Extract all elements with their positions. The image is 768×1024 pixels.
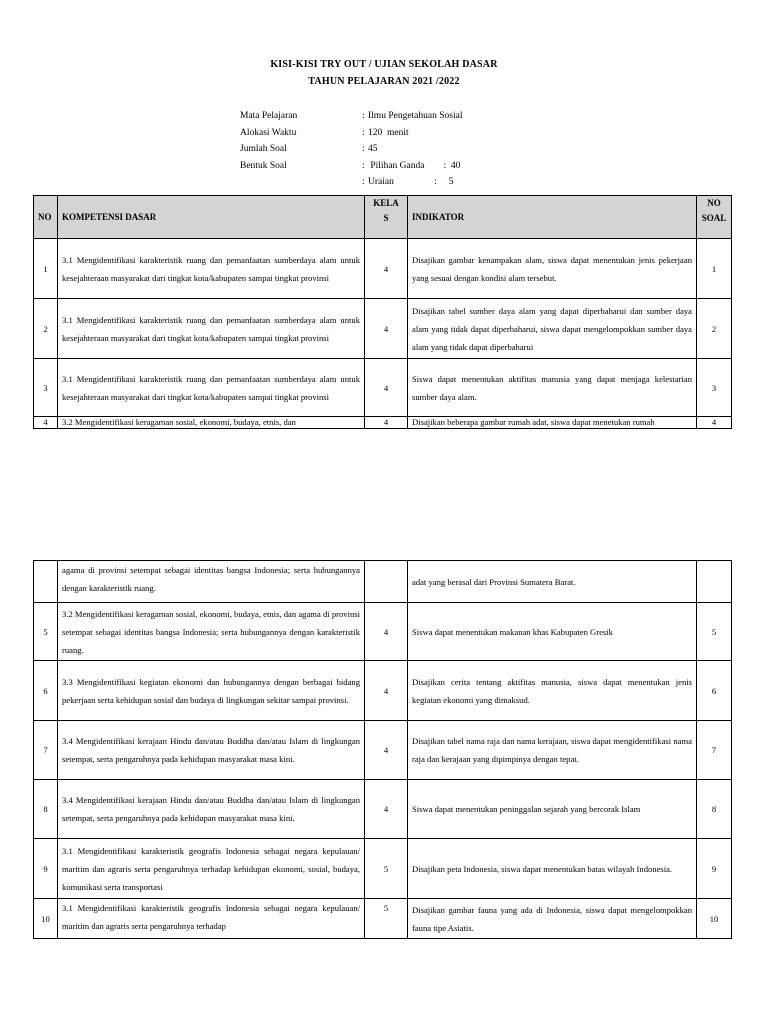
row-no: 10 [34, 899, 58, 939]
row-no: 5 [34, 603, 58, 661]
header-kd: KOMPETENSI DASAR [58, 196, 365, 239]
row-indikator: Siswa dapat menentukan peninggalan sejarah yang bercorak Islam [408, 780, 697, 839]
row-no-soal: 8 [697, 780, 732, 839]
row-kelas: 4 [365, 780, 408, 839]
table-row [34, 359, 732, 417]
table-row [34, 839, 732, 899]
row-kelas [365, 561, 408, 603]
row-indikator: Siswa dapat menentukan makanan khas Kabupaten Gresik [408, 603, 697, 661]
row-kelas: 4 [365, 359, 408, 417]
row-kompetensi-dasar: 3.3 Mengidentifikasi kegiatan ekonomi dan hubungannya dengan berbagai bidang pekerjaan serta kehidupan sosial dan budaya di lingkungan sekitar sampai provinsi. [58, 661, 365, 721]
row-no: 3 [34, 359, 58, 417]
row-indikator: Disajikan peta Indonesia, siswa dapat menentukan batas wilayah Indonesia. [408, 839, 697, 899]
row-kelas: 4 [365, 661, 408, 721]
header-no-soal: NO SOAL [697, 196, 732, 239]
header-no: NO [34, 196, 58, 239]
row-indikator: Disajikan beberapa gambar rumah adat, siswa dapat menetukan rumah [408, 417, 697, 429]
table-row [34, 721, 732, 780]
row-no: 2 [34, 299, 58, 359]
header-indikator: INDIKATOR [408, 196, 697, 239]
table-row [34, 603, 732, 661]
row-kompetensi-dasar: 3.2 Mengidentifikasi keragaman sosial, ekonomi, budaya, etnis, dan [58, 417, 365, 429]
row-no-soal: 4 [697, 417, 732, 429]
row-indikator: Disajikan tabel sumber daya alam yang dapat diperbaharui dan sumber daya alam yang tidak dapat diperbaharui, siswa dapat mengelompokkan sumber daya alam yang tidak dapat diperbaharui [408, 299, 697, 359]
table-row [34, 899, 732, 939]
row-kompetensi-dasar: agama di provinsi setempat sebagai identitas bangsa Indonesia; serta hubungannya dengan karakteristik ruang. [58, 561, 365, 603]
table-header-row [34, 196, 732, 239]
row-kompetensi-dasar: 3.1 Mengidentifikasi karakteristik geografis Indonesia sebagai negara kepulauan/ maritim dan agraris serta pengaruhnya terhadap kehidupan ekonomi, sosial, budaya, komunikasi serta transportasi [58, 839, 365, 899]
row-no: 1 [34, 239, 58, 299]
kisi-table-page1 [33, 195, 732, 429]
mapel-value: Ilmu Pengetahuan Sosial [368, 111, 463, 121]
row-no-soal: 9 [697, 839, 732, 899]
document-subtitle: TAHUN PELAJARAN 2021 /2022 [308, 76, 460, 87]
row-no: 8 [34, 780, 58, 839]
row-indikator: Siswa dapat menentukan aktifitas manusia yang dapat menjaga kelestarian sumber daya alam. [408, 359, 697, 417]
row-kelas: 5 [365, 839, 408, 899]
row-indikator: Disajikan gambar fauna yang ada di Indonesia, siswa dapat mengelompokkan fauna tipe Asiatis. [408, 899, 697, 939]
bentuk-label: Bentuk Soal [240, 160, 287, 171]
row-no: 9 [34, 839, 58, 899]
row-kompetensi-dasar: 3.4 Mengidentifikasi kerajaan Hindu dan/atau Buddha dan/atau Islam di lingkungan setempat, serta pengaruhnya pada kehidupan masyarakat masa kini. [58, 721, 365, 780]
row-no-soal: 3 [697, 359, 732, 417]
meta-row-jumlah: Jumlah Soal : 45 [240, 141, 462, 158]
row-no-soal [697, 561, 732, 603]
meta-block [240, 108, 462, 191]
row-kompetensi-dasar: 3.1 Mengidentifikasi karakteristik ruang dan pemanfaatan sumberdaya alam untuk kesejahteraan masyarakat dari tingkat kota/kabupaten sampai tingkat provinsi [58, 299, 365, 359]
row-no-soal: 2 [697, 299, 732, 359]
uraian-value: Uraian : 5 [368, 177, 454, 187]
row-kelas: 4 [365, 721, 408, 780]
row-no-soal: 1 [697, 239, 732, 299]
row-no: 6 [34, 661, 58, 721]
row-no: 7 [34, 721, 58, 780]
meta-row-mapel: Mata Pelajaran : Ilmu Pengetahuan Sosial [240, 108, 462, 125]
meta-row-bentuk: Bentuk Soal : Pilihan Ganda : 40 [240, 158, 462, 175]
row-no-soal: 5 [697, 603, 732, 661]
table-row [34, 661, 732, 721]
row-kelas: 4 [365, 603, 408, 661]
row-no-soal: 6 [697, 661, 732, 721]
row-no-soal: 7 [697, 721, 732, 780]
row-no [34, 561, 58, 603]
row-kelas: 5 [365, 899, 408, 939]
meta-row-uraian: : Uraian : 5 [240, 174, 462, 191]
header-kelas: KELA S [365, 196, 408, 239]
table-row [34, 239, 732, 299]
table-row [34, 561, 732, 603]
row-kelas: 4 [365, 299, 408, 359]
row-indikator: Disajikan cerita tentang aktifitas manusia, siswa dapat menentukan jenis kegiatan ekonomi yang dimaksud. [408, 661, 697, 721]
kisi-table-page2 [33, 560, 732, 939]
bentuk-value: Pilihan Ganda : 40 [368, 160, 461, 171]
row-indikator: Disajikan gambar kenampakan alam, siswa dapat menentukan jenis pekerjaan yang sesuai dengan kondisi alam tersebut. [408, 239, 697, 299]
jumlah-label: Jumlah Soal [240, 144, 287, 154]
row-kompetensi-dasar: 3.4 Mengidentifikasi kerajaan Hindu dan/atau Buddha dan/atau Islam di lingkungan setempat, serta pengaruhnya pada kehidupan masyarakat masa kini. [58, 780, 365, 839]
row-kompetensi-dasar: 3.1 Mengidentifikasi karakteristik ruang dan pemanfaatan sumberdaya alam untuk kesejahteraan masyarakat dari tingkat kota/kabupaten sampai tingkat provinsi [58, 359, 365, 417]
row-indikator: Disajikan tabel nama raja dan nama kerajaan, siswa dapat mengidentifikasi nama raja dan kerajaan yang dipimpinya dengan tepat. [408, 721, 697, 780]
row-indikator: adat yang berasal dari Provinsi Sumatera Barat. [408, 561, 697, 603]
table-row [34, 299, 732, 359]
row-kompetensi-dasar: 3.1 Mengidentifikasi karakteristik ruang dan pemanfaatan sumberdaya alam untuk kesejahteraan masyarakat dari tingkat kota/kabupaten sampai tingkat provinsi [58, 239, 365, 299]
row-kompetensi-dasar: 3.2 Mengidentifikasi keragaman sosial, ekonomi, budaya, etnis, dan agama di provinsi setempat sebagai identitas bangsa Indonesia; serta hubungannya dengan karakteristik ruang. [58, 603, 365, 661]
waktu-value: 120 menit [368, 127, 409, 138]
row-no-soal: 10 [697, 899, 732, 939]
row-kelas: 4 [365, 239, 408, 299]
waktu-label: Alokasi Waktu [240, 127, 297, 138]
table-row [34, 780, 732, 839]
row-kelas: 4 [365, 417, 408, 429]
jumlah-value: 45 [368, 144, 378, 154]
row-no: 4 [34, 417, 58, 429]
document-title: KISI-KISI TRY OUT / UJIAN SEKOLAH DASAR [270, 59, 498, 70]
table-row [34, 417, 732, 429]
mapel-label: Mata Pelajaran [240, 111, 298, 121]
meta-row-waktu: Alokasi Waktu : 120 menit [240, 125, 462, 142]
row-kompetensi-dasar: 3.1 Mengidentifikasi karakteristik geografis Indonesia sebagai negara kepulauan/ maritim dan agraris serta pengaruhnya terhadap [58, 899, 365, 939]
